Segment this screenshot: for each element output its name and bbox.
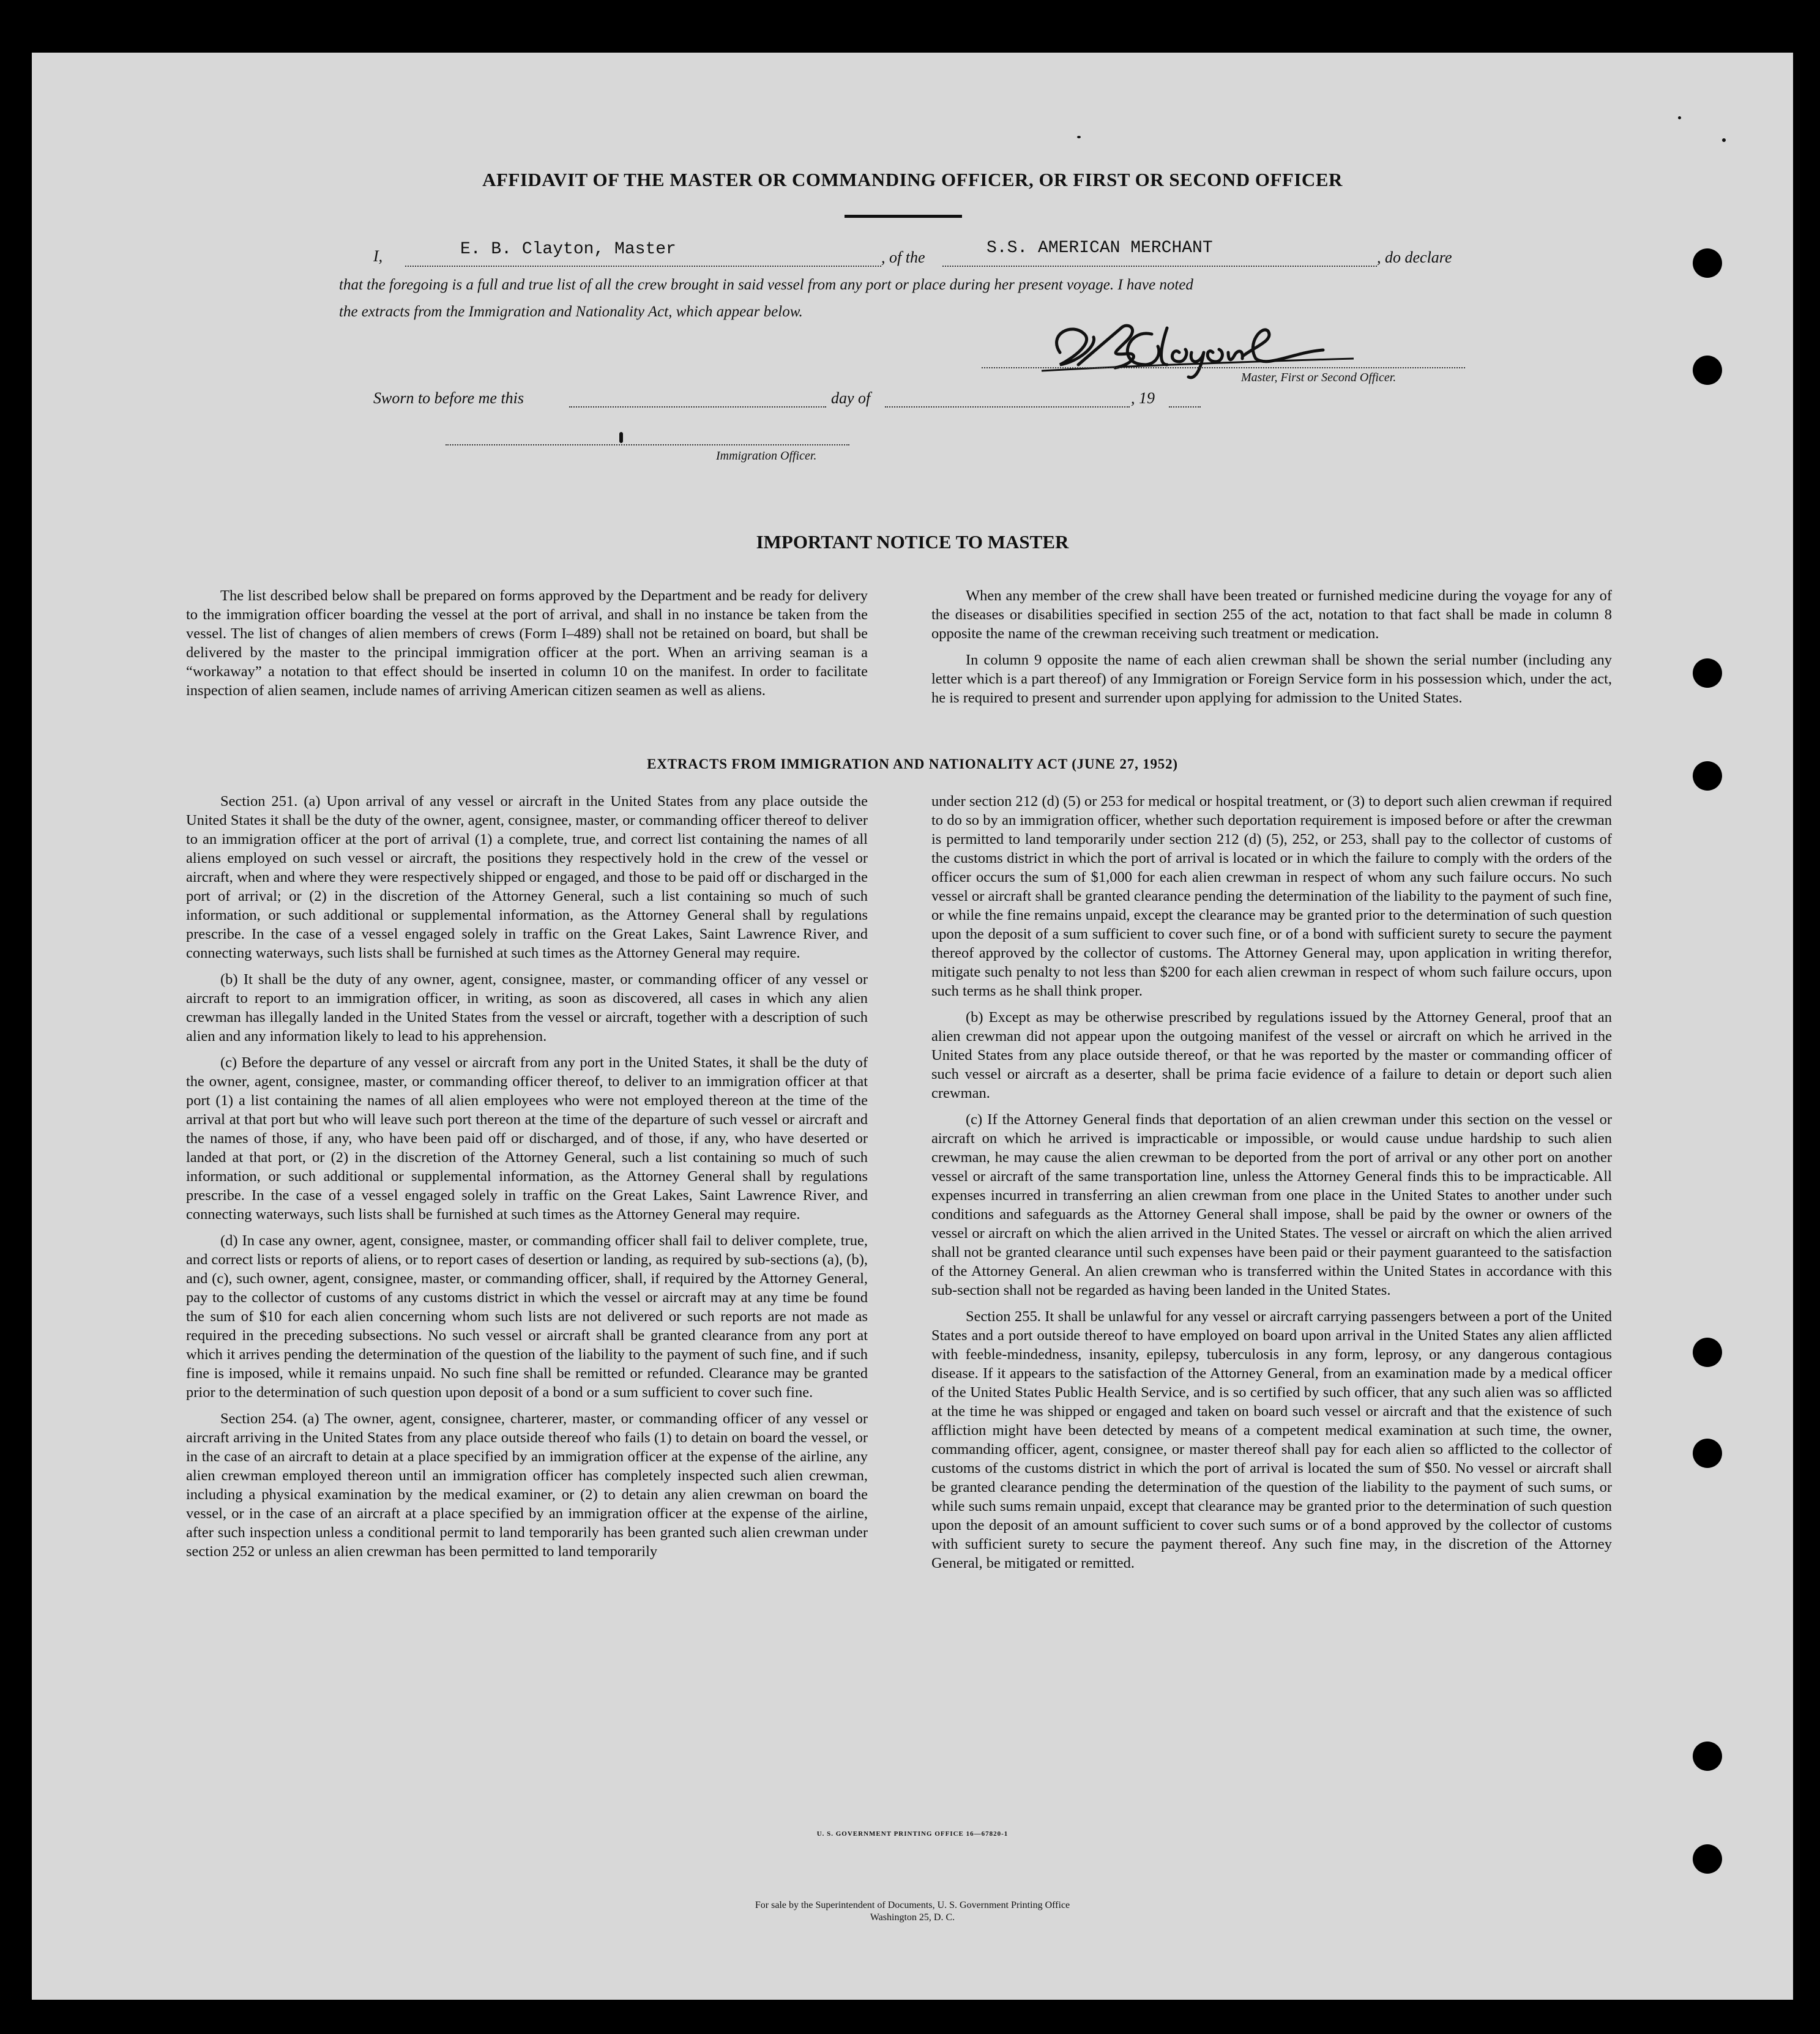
section-paragraph: (d) In case any owner, agent, consignee, master, or commanding officer shall fail to deliver complete, true, and correct lists or reports of aliens, or to report cases of desertion or landing, as required by sub-sections (a), (b), and (c), such owner, agent, consignee, master, or commanding officer, shall, if required by the Attorney General, pay to the collector of customs of any customs district in which the vessel or aircraft may at any time be found the sum of $10 for each alien concerning whom such lists are not delivered or such reports are not made as required in the preceding subsections. No such vessel or aircraft shall be granted clearance from any port at which it arrives pending the determination of the question of the liability to the payment of such fine, and if such fine is imposed, while it remains unpaid. No such fine shall be remitted or refunded. Clearance may be granted prior to the determination of such question upon deposit of a bond or a sum sufficient to cover such fine. [186,1232,868,1401]
name-field-value: E. B. Clayton, Master [460,240,676,259]
notice-paragraph: When any member of the crew shall have been treated or furnished medicine during the voyage for any of the diseases or disabilities specified in section 255 of the act, notation to that fact shall be made in column 8 opposite the name of the crewman receiving such treatment or medication. [931,587,1612,642]
i-label: I, [373,247,383,265]
of-the-label: , of the [881,248,925,266]
affidavit-form-page [32,53,1793,2000]
notice-paragraph: In column 9 opposite the name of each alien crewman shall be shown the serial number (including any letter which is a part thereof) of any Immigration or Foreign Service form in his possession which, under the act, he is required to present and surrender upon applying for admission to the United States. [931,652,1612,706]
extracts-title: EXTRACTS FROM IMMIGRATION AND NATIONALITY ACT (JUNE 27, 1952) [647,756,1178,772]
notice-title: IMPORTANT NOTICE TO MASTER [756,531,1069,553]
notice-paragraph: The list described below shall be prepared on forms approved by the Department and be ready for delivery to the immigration officer boarding the vessel at the port of arrival, and shall in no instance be taken from the vessel. The list of changes of alien members of crews (Form I–489) shall not be retained on board, but shall be delivered by the master to the principal immigration officer at the port. When an arriving seaman is a “workaway” a notation to that effect should be inserted in column 10 on the manifest. In order to facilitate inspection of alien seamen, include names of arriving American citizen seamen as well as aliens. [186,587,868,699]
section-paragraph: (c) Before the departure of any vessel or aircraft from any port in the United States, it shall be the duty of the owner, agent, consignee, master, or commanding officer thereof, to deliver to an immigration officer at that port (1) a list containing the names of all alien employees who were not employed thereon at the time of the arrival at that port but who will leave such port thereon at the time of the departure of such vessel or aircraft and the names of those, if any, who have been paid off or discharged, and of those, if any, who have deserted or landed at that port, or (2) in the discretion of the Attorney General, such a list containing so much of such information, or such additional or supplemental information, as the Attorney General shall by regulations prescribe. In the case of a vessel engaged solely in traffic on the Great Lakes, Saint Lawrence River, and connecting waterways, such lists shall be furnished at such times as the Attorney General may require. [186,1054,868,1223]
extracts-right-column [931,792,1612,1580]
section-paragraph: (c) If the Attorney General finds that deportation of an alien crewman under this section on the vessel or aircraft on which he arrived is impracticable or impossible, or would cause undue hardship to such alien crewman, he may cause the alien crewman to be deported from the port of arrival or any other port on another vessel or aircraft of the same transportation line, unless the Attorney General finds this to be impracticable. All expenses incurred in transferring an alien crewman from one place in the United States to another under such conditions and safeguards as the Attorney General shall impose, shall be paid by the owner or owners of the vessel or aircraft on which the alien arrived in the United States. The vessel or aircraft on which the alien arrived shall not be granted clearance until such expenses have been paid or their payment guaranteed to the satisfaction of the Attorney General. An alien crewman who is transferred within the United States in accordance with this sub-section shall not be regarded as having been landed in the United States. [931,1111,1612,1298]
extracts-left-column [186,792,868,1568]
binder-hole [1693,1844,1722,1874]
binder-hole [1693,1742,1722,1771]
year-label: , 19 [1131,389,1155,407]
notice-right-column [931,586,1612,715]
declaration-line-2: the extracts from the Immigration and Nationality Act, which appear below. [339,304,803,320]
immigration-officer-signature-line [446,444,849,445]
section-paragraph: under section 212 (d) (5) or 253 for medical or hospital treatment, or (3) to deport such alien crewman if required to do so by an immigration officer, whether such deportation requirement is imposed before or after the crewman is permitted to land temporarily under section 212 (d) (5), 252, or 253, shall pay to the collector of customs of the customs district in which the port of arrival is located or in which the failure to comply with the orders of the officer occurs the sum of $1,000 for each alien crewman in respect of whom any such failure occurs. No such vessel or aircraft shall be granted clearance pending the determination of the liability to the payment of such fine, or while the fine remains unpaid, except the clearance may be granted prior to the determination of such question upon the deposit of a sum sufficient to cover such fine, or of a bond with sufficient surety to secure the payment thereof approved by the collector of customs. The Attorney General may, upon application in writing therefor, mitigate such penalty to not less than $200 for each alien crewman in respect of whom such failure occurs, upon such terms as he shall think proper. [931,793,1612,999]
section-paragraph: (b) Except as may be otherwise prescribed by regulations issued by the Attorney General, proof that an alien crewman did not appear upon the outgoing manifest of the vessel or aircraft on which he arrived in the United States from any place outside thereof, or that he was reported by the master or commanding officer of such vessel or aircraft as a deserter, shall be prima facie evidence of a failure to detain or deport such alien crewman. [931,1009,1612,1101]
signature-line [982,367,1465,368]
signature-caption: Master, First or Second Officer. [1241,371,1397,384]
title-divider [845,215,962,218]
notice-left-column [186,586,868,707]
binder-hole [1693,1439,1722,1468]
day-of-label: day of [831,389,871,407]
section-paragraph: Section 255. It shall be unlawful for any vessel or aircraft carrying passengers between a port of the United States and a port outside thereof to have employed on board upon arrival in the United States any alien afflicted with feeble-mindedness, insanity, epilepsy, tuberculosis in any form, leprosy, or any dangerous contagious disease. If it appears to the satisfaction of the Attorney General, from an examination made by a medical officer of the United States Public Health Service, and is so certified by such officer, that any such alien was so afflicted at the time he was shipped or engaged and taken on board such vessel or aircraft and that the existence of such affliction might have been detected by means of a competent medical examination at such time, the owner, commanding officer, agent, consignee, or master thereof shall pay for each alien so afflicted to the collector of customs of the customs district in which the port of arrival is located the sum of $50. No vessel or aircraft shall be granted clearance pending the determination of the question of the liability to the payment of such sums, or while such sums remain unpaid, except that clearance may be granted prior to the determination of such question upon the deposit of an amount sufficient to cover such sums or of a bond approved by the collector of customs with sufficient surety to secure the payment thereof. Any such fine may, in the discretion of the Attorney General, be mitigated or remitted. [931,1308,1612,1571]
immigration-officer-caption: Immigration Officer. [716,449,817,463]
vessel-field-value: S.S. AMERICAN MERCHANT [986,239,1213,258]
printing-office-line: U. S. GOVERNMENT PRINTING OFFICE 16—67820-1 [816,1830,1009,1838]
section-paragraph: (b) It shall be the duty of any owner, agent, consignee, master, or commanding officer of any vessel or aircraft to report to an immigration officer, in writing, as soon as discovered, all cases in which any alien crewman has illegally landed in the United States from the vessel or aircraft, together with a description of such alien and any information likely to lead to his apprehension. [186,971,868,1045]
binder-hole [1693,1338,1722,1367]
sworn-label: Sworn to before me this [373,389,524,407]
name-field-line [405,266,881,267]
sworn-month-field-line [885,406,1130,408]
sworn-day-field-line [569,406,826,408]
sworn-year-field-line [1169,406,1201,408]
binder-hole [1693,248,1722,278]
sale-line-1: For sale by the Superintendent of Documents, U. S. Government Printing Office [755,1900,1070,1910]
declaration-line-1: that the foregoing is a full and true list of all the crew brought in said vessel from any port or place during her present voyage. I have noted [339,277,1193,293]
section-paragraph: Section 254. (a) The owner, agent, consignee, charterer, master, or commanding officer of any vessel or aircraft arriving in the United States from any place outside thereof who fails (1) to detain on board the vessel, or in the case of an aircraft to detain at a place specified by an immigration officer at the expense of the airline, any alien crewman employed thereon until an immigration officer has completely inspected such alien crewman, including a physical examination by the medical examiner, or (2) to detain any alien crewman on board the vessel, or in the case of an aircraft at a place specified by an immigration officer at the expense of the airline, after such inspection unless a conditional permit to land temporarily has been granted such alien crewman under section 252 or unless an alien crewman has been permitted to land temporarily [186,1410,868,1560]
section-paragraph: Section 251. (a) Upon arrival of any vessel or aircraft in the United States from any place outside the United States it shall be the duty of the owner, agent, consignee, master, or commanding officer thereof to deliver to an immigration officer at the port of arrival (1) a complete, true, and correct list containing the names of all aliens employed on such vessel or aircraft, the positions they respectively hold in the crew of the vessel or aircraft, when and where they were respectively shipped or engaged, and those to be paid off or discharged in the port of arrival; or (2) in the discretion of the Attorney General, such a list containing so much of such information, or such additional or supplemental information, as the Attorney General shall by regulations prescribe. In the case of a vessel engaged solely in traffic on the Great Lakes, Saint Lawrence River, and connecting waterways, such lists shall be furnished at such times as the Attorney General may require. [186,793,868,961]
do-declare-label: , do declare [1377,248,1452,266]
sale-notice [32,1899,1793,1924]
binder-hole [1693,658,1722,688]
vessel-field-line [942,266,1377,267]
sale-line-2: Washington 25, D. C. [870,1912,955,1923]
affidavit-title: AFFIDAVIT OF THE MASTER OR COMMANDING OFFICER, OR FIRST OR SECOND OFFICER [482,169,1343,190]
binder-hole [1693,356,1722,385]
